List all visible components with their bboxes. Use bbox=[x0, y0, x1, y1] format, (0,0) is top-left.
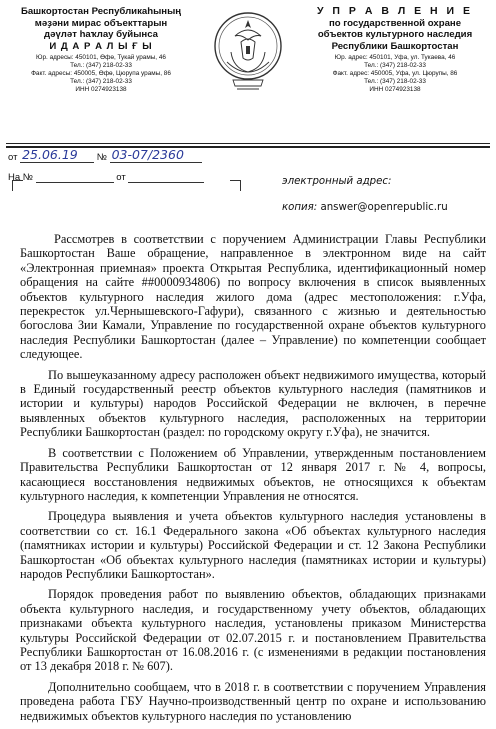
email-label: электронный адрес: bbox=[282, 176, 392, 187]
header-left-address-line: Юр. адресы: 450101, Өфө, Тукай урамы, 46 bbox=[36, 54, 166, 61]
header-right-title-line: объектов культурного наследия bbox=[317, 29, 473, 40]
reference-number-label: На № bbox=[8, 172, 33, 183]
header-right-title-line: У П Р А В Л Е Н И Е bbox=[316, 5, 473, 17]
header-left-address-line: Факт. адресы: 450005, Өфө, Цюрупа урамы, 86 bbox=[31, 70, 171, 77]
header-right-address-line: ИНН 0274923138 bbox=[369, 86, 421, 93]
header-left-address-line: Тел.: (347) 218-02-33 bbox=[70, 62, 132, 69]
handwritten-date: 25.06.19 bbox=[22, 147, 78, 162]
header-left-address-line: ИНН 0274923138 bbox=[75, 86, 127, 93]
reference-from-label: от bbox=[116, 172, 126, 183]
header-right-address bbox=[300, 54, 490, 94]
address-block-corner-right bbox=[230, 180, 241, 191]
paragraph: В соответствии с Положением об Управлении, утвержденным постановлением Правительства Республики Башкортостан от 12 января 2017 г. № 4, вопросы, касающиеся восстановления недвижимых объектов, не относящихся к объектам культурного наследия, к компетенции Управления не относятся. bbox=[20, 445, 486, 503]
bashkortostan-emblem-icon bbox=[211, 6, 285, 96]
reference-date-field bbox=[128, 170, 204, 183]
number-label: № bbox=[96, 152, 107, 163]
recipient-email-row bbox=[282, 176, 391, 187]
paragraph: Дополнительно сообщаем, что в 2018 г. в соответствии с поручением Управления проведена работа ГБУ Научно-производственный центр по охране и использованию недвижимых объектов культурного наследия по установлению bbox=[20, 679, 486, 723]
header-left bbox=[6, 6, 196, 94]
date-field bbox=[20, 147, 94, 163]
header-right bbox=[300, 6, 490, 94]
registration-row bbox=[8, 147, 202, 163]
header-left-address bbox=[6, 54, 196, 94]
header-right-title-line: Республики Башкортостан bbox=[331, 40, 459, 52]
paragraph: Рассмотрев в соответствии с поручением Администрации Главы Республики Башкортостан Ваше обращение, направленное в электронном виде на сайт «Электронная приемная» проекта Открытая Республика, идентификационный номер обращения на сайте ##0000934806) по вопросу включения в список выявленных объектов культурного наследия жилого дома (адрес местоположения: г.Уфа, перекресток ул.Чернышевского-Гафури), связанного с жизнью и деятельностью богослова Зии Камали, Управление по государственной охране объектов культурного наследия Республики Башкортостан (далее – Управление) по компетенции сообщает следующее. bbox=[20, 232, 486, 362]
reference-row bbox=[8, 170, 204, 183]
handwritten-number: 03-07/2360 bbox=[111, 147, 184, 162]
paragraph: Порядок проведения работ по выявлению объектов, обладающих признаками объекта культурного наследия, и государственному учету объектов, обладающих признаками объекта культурного наследия, установлены приказом Министерства культуры Российской Федерации от 02.07.2015 г. и постановлением Правительства Республики Башкортостан от 16.08.2016 г. (с изменениями в редакции постановления от 13 декабря 2018 г. № 607). bbox=[20, 587, 486, 674]
header-divider bbox=[6, 143, 490, 144]
header-left-title-line: мәҙәни мирас объекттарын bbox=[34, 17, 168, 29]
header-left-address-line: Тел.: (347) 218-02-33 bbox=[70, 78, 132, 85]
letter-body bbox=[20, 232, 486, 729]
header-right-address-line: Юр. адрес: 450101, Уфа, ул. Тукаева, 46 bbox=[334, 54, 456, 61]
header-right-address-line: Факт. адрес: 450005, Уфа, ул. Цюрупы, 86 bbox=[332, 70, 458, 77]
header-right-address-line: Тел.: (347) 218-02-33 bbox=[364, 62, 426, 69]
copy-label: копия: bbox=[282, 202, 318, 213]
header-left-title bbox=[6, 6, 196, 52]
header-divider-thick bbox=[6, 146, 490, 148]
header-right-title bbox=[300, 6, 490, 52]
header-left-title-line: И Д А Р А Л Ы Ғ Ы bbox=[49, 40, 153, 52]
header-right-title-line: по государственной охране bbox=[328, 17, 462, 29]
reference-number-field bbox=[36, 170, 114, 183]
address-block-corner-left bbox=[12, 180, 23, 191]
header-left-title-line: дәүләт һаҡлау буйынса bbox=[44, 29, 158, 40]
header-right-address-line: Тел.: (347) 218-02-33 bbox=[364, 78, 426, 85]
paragraph: Процедура выявления и учета объектов культурного наследия установлены в соответствии со ст. 16.1 Федерального закона «Об объектах культурного наследия (памятниках истории и культуры) Российской Федерации и ст. 12 Закона Республики Башкортостан «Об объектах культурного наследия (памятниках истории и культуры) народов Республики Башкортостан». bbox=[20, 509, 486, 581]
recipient-copy-row bbox=[282, 202, 448, 213]
number-field bbox=[110, 147, 202, 163]
paragraph: По вышеуказанному адресу расположен объект недвижимого имущества, который в Единый государственный реестр объектов культурного наследия (памятников и истории и культуры) народов Российской Федерации не включен, в перечне выявленных объектов культурного наследия, расположенных на территории Республики Башкортостан (раздел: по городскому округу г.Уфа), не значится. bbox=[20, 367, 486, 440]
header-left-title-line: Башкортостан Республикаһының bbox=[20, 6, 182, 17]
copy-email: answer@openrepublic.ru bbox=[320, 202, 448, 213]
from-label: от bbox=[8, 152, 18, 163]
